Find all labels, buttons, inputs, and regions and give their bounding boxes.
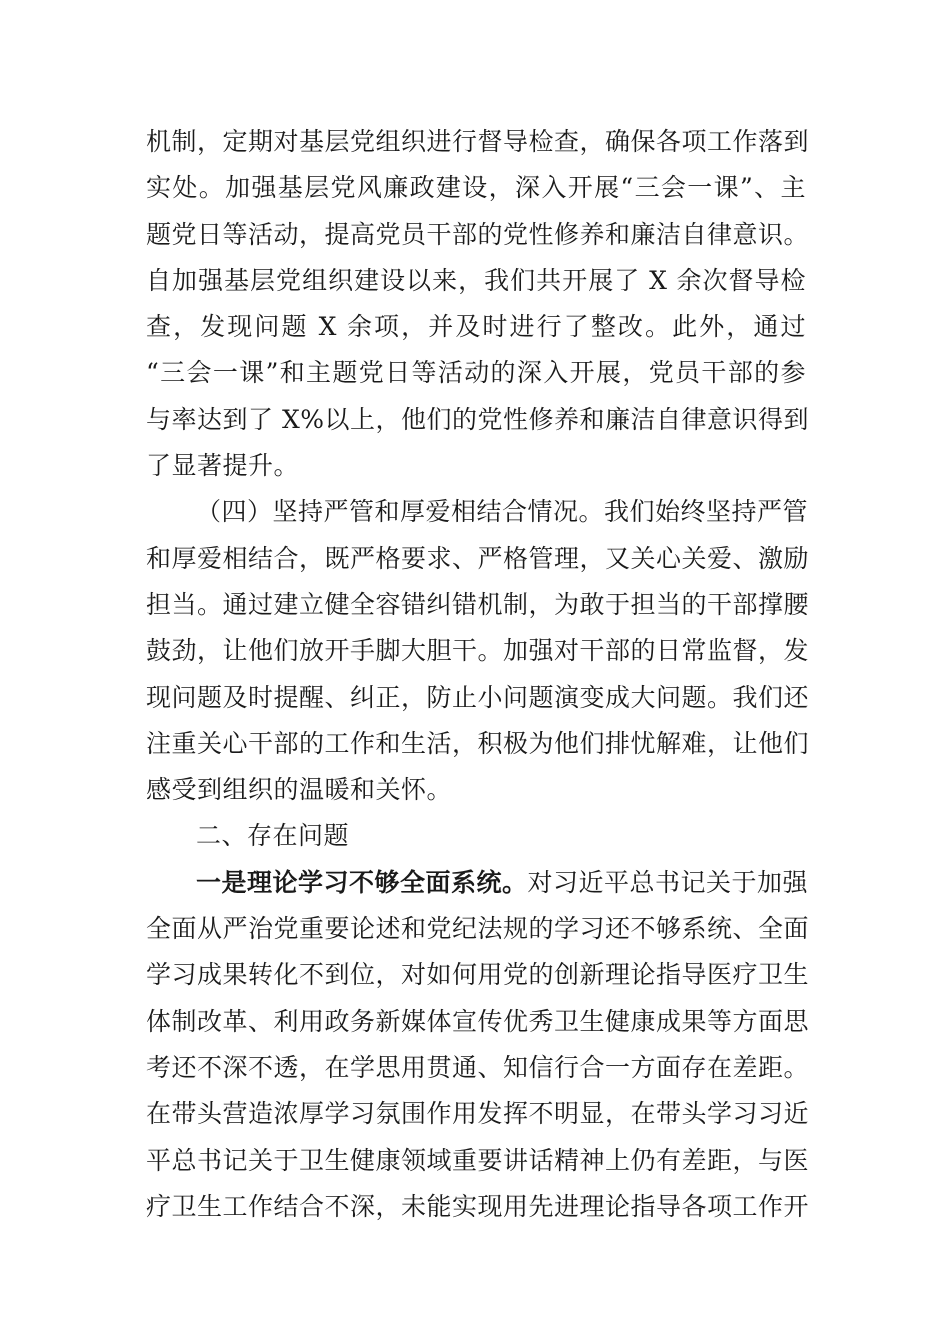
- text-line: 题党日等活动，提高党员干部的党性修养和廉洁自律意识。: [146, 219, 810, 249]
- problem-one-lead: 一是理论学习不够全面系统。: [196, 867, 528, 897]
- text-line: 鼓劲，让他们放开手脚大胆干。加强对干部的日常监督，发: [146, 636, 810, 666]
- text-line: 和厚爱相结合，既严格要求、严格管理，又关心关爱、激励: [146, 543, 810, 573]
- text-line: 在带头营造浓厚学习氛围作用发挥不明显，在带头学习习近: [146, 1099, 810, 1129]
- problem-one-first-line: [146, 860, 809, 906]
- text-line: 现问题及时提醒、纠正，防止小问题演变成大问题。我们还: [146, 682, 810, 712]
- text-line: 机制，定期对基层党组织进行督导检查，确保各项工作落到: [146, 127, 810, 156]
- section-heading-problems: 二、存在问题: [196, 821, 350, 851]
- paragraph-problem-one: [146, 860, 810, 1230]
- text-line: 考还不深不透，在学思用贯通、知信行合一方面存在差距。: [146, 1052, 810, 1082]
- text-line: 疗卫生工作结合不深，未能实现用先进理论指导各项工作开: [146, 1191, 810, 1221]
- text-line: 担当。通过建立健全容错纠错机制，为敢于担当的干部撑腰: [146, 589, 810, 619]
- text-line: 查，发现问题 X 余项，并及时进行了整改。此外，通过: [146, 312, 806, 342]
- text-line: 注重关心干部的工作和生活，积极为他们排忧解难，让他们: [146, 728, 810, 758]
- text-line: 与率达到了 X%以上，他们的党性修养和廉洁自律意识得到: [146, 404, 810, 434]
- text-line: 实处。加强基层党风廉政建设，深入开展“三会一课”、主: [146, 173, 806, 203]
- text-line: 学习成果转化不到位，对如何用党的创新理论指导医疗卫生: [146, 960, 810, 990]
- section-four-heading-line: （四）坚持严管和厚爱相结合情况。我们始终坚持严管: [196, 497, 809, 527]
- paragraph-section-four: [146, 489, 810, 813]
- text-line: 体制改革、利用政务新媒体宣传优秀卫生健康成果等方面思: [146, 1006, 810, 1036]
- text-line: 了显著提升。: [146, 451, 300, 481]
- problem-one-first-line-rest: 对习近平总书记关于加强: [527, 867, 809, 897]
- text-line: 平总书记关于卫生健康领域重要讲话精神上仍有差距，与医: [146, 1145, 810, 1175]
- text-line: 感受到组织的温暖和关怀。: [146, 775, 453, 805]
- paragraph-section-one-tail: [146, 119, 810, 489]
- text-line: “三会一课”和主题党日等活动的深入开展，党员干部的参: [146, 358, 806, 388]
- document-body: [146, 119, 810, 1230]
- text-line: 全面从严治党重要论述和党纪法规的学习还不够系统、全面: [146, 914, 810, 944]
- text-line: 自加强基层党组织建设以来，我们共开展了 X 余次督导检: [146, 265, 806, 295]
